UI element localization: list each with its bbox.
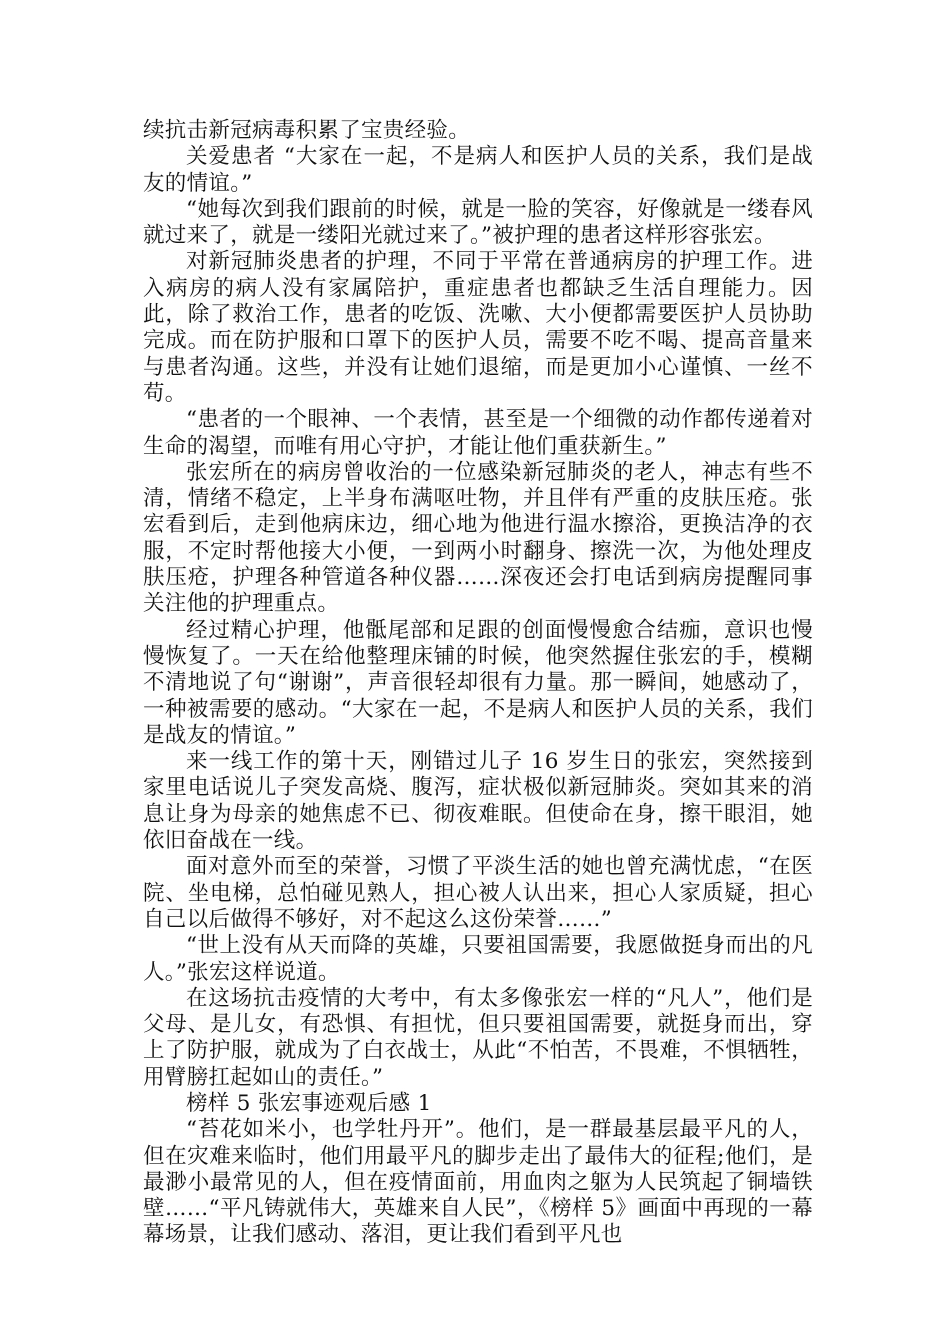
paragraph-recovery: 经过精心护理，他骶尾部和足跟的创面慢慢愈合结痂，意识也慢慢恢复了。一天在给他整理床铺的时候，他突然握住张宏的手，模糊不清地说了句“谢谢”，声音很轻却很有力量。那一瞬间，她感动了，一种被需要的感动。“大家在一起，不是病人和医护人员的关系，我们是战友的情谊。” xyxy=(143,617,813,748)
section-heading: 榜样 5 张宏事迹观后感 1 xyxy=(186,1090,432,1116)
paragraph-ordinary-people: 在这场抗击疫情的大考中，有太多像张宏一样的“凡人”，他们是父母、是儿女，有恐惧、有担忧，但只要祖国需要，就挺身而出，穿上了防护服，就成为了白衣战士，从此“不怕苦，不畏难，不惧牺牲，用臂膀扛起如山的责任。” xyxy=(143,985,813,1090)
paragraph-moss-flower: “苔花如米小，也学牡丹开”。他们，是一群最基层最平凡的人，但在灾难来临时，他们用最平凡的脚步走出了最伟大的征程;他们，是最渺小最常见的人，但在疫情面前，用血肉之躯为人民筑起了铜墙铁壁……“平凡铸就伟大，英雄来自人民”，《榜样 5》画面中再现的一幕幕场景，让我们感动、落泪，更让我们看到平凡也 xyxy=(143,1117,813,1248)
paragraph-nursing-work: 对新冠肺炎患者的护理，不同于平常在普通病房的护理工作。进入病房的病人没有家属陪护，重症患者也都缺乏生活自理能力。因此，除了救治工作，患者的吃饭、洗嗽、大小便都需要医护人员协助完成。而在防护服和口罩下的医护人员，需要不吃不喝、提高音量来与患者沟通。这些，并没有让她们退缩，而是更加小心谨慎、一丝不苟。 xyxy=(143,249,813,406)
paragraph-tenth-day: 来一线工作的第十天，刚错过儿子 16 岁生日的张宏，突然接到家里电话说儿子突发高烧、腹泻，症状极似新冠肺炎。突如其来的消息让身为母亲的她焦虑不已、彻夜难眠。但使命在身，擦干眼泪，她依旧奋战在一线。 xyxy=(143,749,813,854)
paragraph-eyes-quote: “患者的一个眼神、一个表情，甚至是一个细微的动作都传递着对生命的渴望，而唯有用心守护，才能让他们重获新生。” xyxy=(143,407,813,459)
paragraph-honor: 面对意外而至的荣誉，习惯了平淡生活的她也曾充满忧虑，“在医院、坐电梯，总怕碰见熟人，担心被人认出来，担心人家质疑，担心自己以后做得不够好，对不起这么这份荣誉……” xyxy=(143,854,813,932)
document-body xyxy=(143,118,813,1249)
paragraph-care-patients: 关爱患者 “大家在一起，不是病人和医护人员的关系，我们是战友的情谊。” xyxy=(143,144,813,196)
paragraph-elderly-patient: 张宏所在的病房曾收治的一位感染新冠肺炎的老人，神志有些不清，情绪不稳定，上半身布满呕吐物，并且伴有严重的皮肤压疮。张宏看到后，走到他病床边，细心地为他进行温水擦浴，更换洁净的衣服，不定时帮他接大小便，一到两小时翻身、擦洗一次，为他处理皮肤压疮，护理各种管道各种仪器……深夜还会打电话到病房提醒同事关注他的护理重点。 xyxy=(143,459,813,617)
paragraph-patient-quote: “她每次到我们跟前的时候，就是一脸的笑容，好像就是一缕春风就过来了，就是一缕阳光就过来了。”被护理的患者这样形容张宏。 xyxy=(143,196,813,249)
paragraph-continuation: 续抗击新冠病毒积累了宝贵经验。 xyxy=(143,118,471,143)
paragraph-hero-quote: “世上没有从天而降的英雄，只要祖国需要，我愿做挺身而出的凡人。”张宏这样说道。 xyxy=(143,933,813,985)
